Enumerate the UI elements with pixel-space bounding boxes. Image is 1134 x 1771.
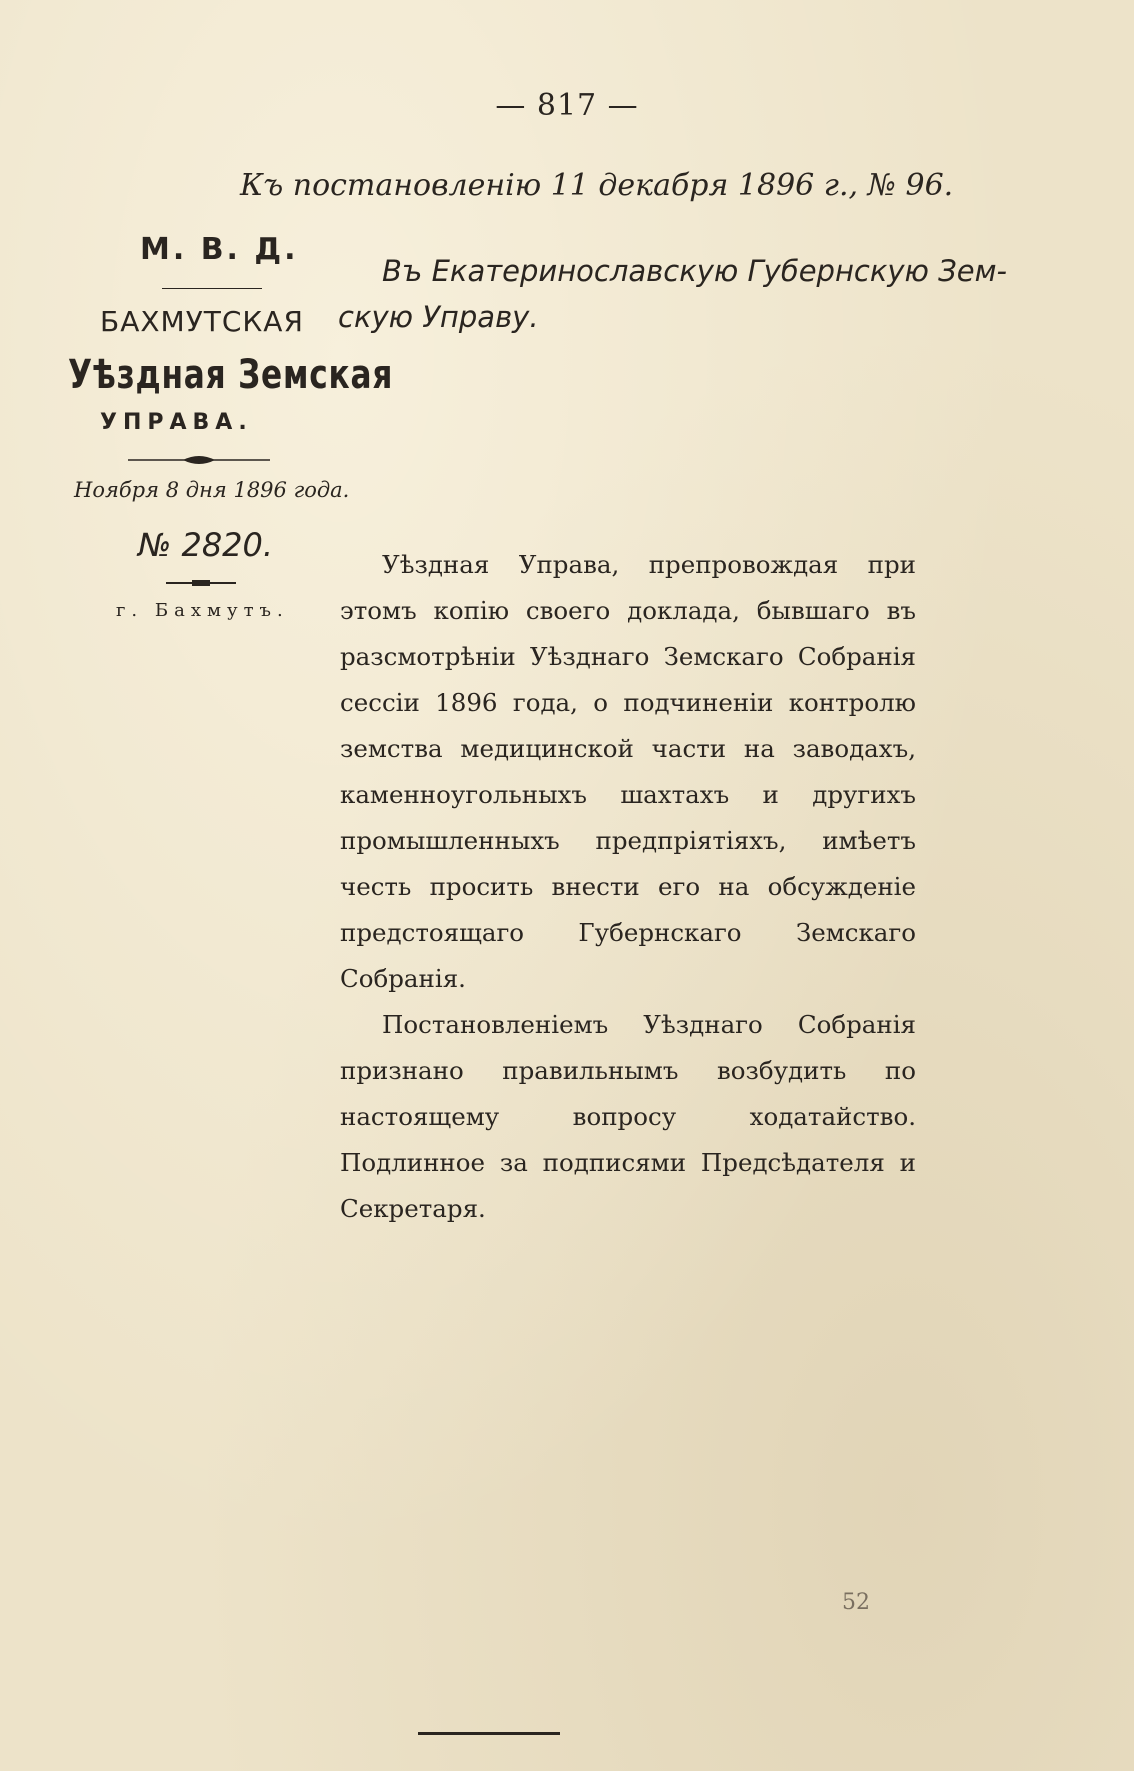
addressee: [338, 248, 1007, 340]
uprava-title: УПРАВА.: [100, 410, 253, 435]
addressee-line: скую Управу.: [338, 300, 539, 334]
addressee-line: Въ Екатеринославскую Губернскую Зем-: [382, 254, 1007, 288]
closing-rule: [418, 1732, 560, 1735]
ornament-divider: [128, 454, 270, 466]
district-name: БАХМУТСКАЯ: [100, 305, 304, 338]
letterhead-rule: [162, 288, 262, 289]
resolution-reference: Къ постановленію 11 декабря 1896 г., № 96.: [240, 168, 954, 203]
folio-mark: 52: [842, 1590, 870, 1615]
page-number: — 817 —: [495, 88, 639, 123]
letter-number: № 2820.: [138, 526, 274, 564]
letter-body: [340, 542, 916, 1232]
letter-date: Ноября 8 дня 1896 года.: [74, 478, 350, 502]
council-name: Уѣздная Земская: [68, 352, 394, 398]
city-name: г. Бахмутъ.: [116, 600, 289, 621]
body-paragraph: Постановленіемъ Уѣзднаго Собранія признано правильнымъ возбудить по настоящему вопросу ходатайство. Подлинное за подписями Предсѣдателя и Секретаря.: [340, 1010, 916, 1223]
ministry-abbrev: М. В. Д.: [140, 232, 299, 267]
number-underline: [166, 578, 236, 588]
body-paragraph: Уѣздная Управа, препровождая при этомъ копію своего доклада, бывшаго въ разсмотрѣніи Уѣзднаго Земскаго Собранія сессіи 1896 года, о подчиненіи контролю земства медицинской части на заводахъ, каменноугольныхъ шахтахъ и другихъ промышленныхъ предпріятіяхъ, имѣетъ честь просить внести его на обсужденіе предстоящаго Губернскаго Земскаго Собранія.: [340, 550, 916, 993]
